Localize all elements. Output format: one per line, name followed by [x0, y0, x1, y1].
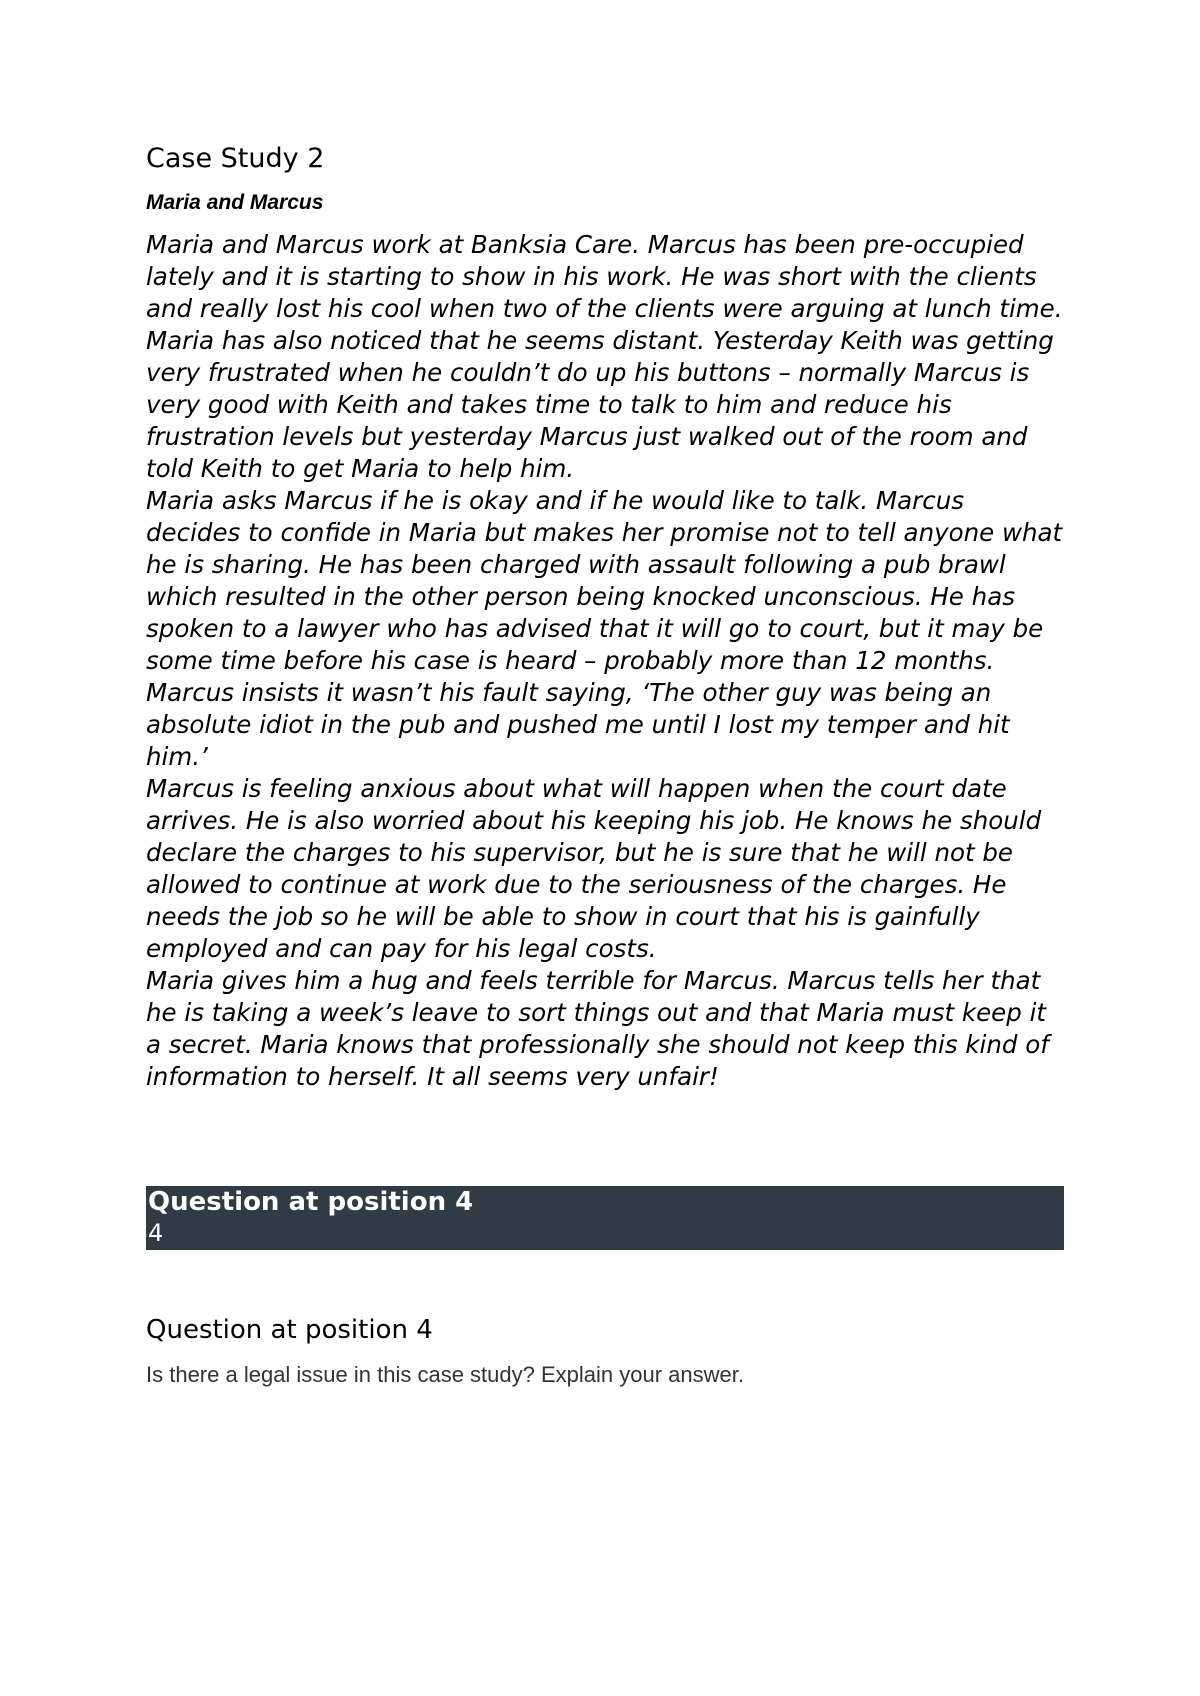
case-study-subtitle: Maria and Marcus: [146, 191, 324, 214]
case-paragraph-3: Marcus is feeling anxious about what will happen when the court date arrives. He is also worried about his keeping his job. He knows he should declare the charges to his supervisor, but he is sure that he will not be allowed to continue at work due to the seriousness of the charges. He needs the job so he will be able to show in court that his is gainfully employed and can pay for his legal costs.: [146, 774, 1042, 963]
case-paragraph-2: Maria asks Marcus if he is okay and if he would like to talk. Marcus decides to confide in Maria but makes her promise not to tell anyone what he is sharing. He has been charged with assault following a pub brawl which resulted in the other person being knocked unconscious. He has spoken to a lawyer who has advised that it will go to court, but it may be some time before his case is heard – probably more than 12 months. Marcus insists it wasn’t his fault saying, ‘The other guy was being an absolute idiot in the pub and pushed me until I lost my temper and hit him.’: [146, 486, 1063, 771]
question-prompt: Is there a legal issue in this case study? Explain your answer.: [146, 1362, 744, 1387]
case-study-title: Case Study 2: [146, 143, 325, 174]
question-heading: Question at position 4: [146, 1315, 433, 1345]
question-banner: [146, 1186, 1064, 1250]
question-banner-number: 4: [148, 1219, 164, 1247]
case-study-body: [146, 229, 1066, 1093]
question-banner-title: Question at position 4: [148, 1187, 474, 1217]
case-paragraph-1: Maria and Marcus work at Banksia Care. Marcus has been pre-occupied lately and it is starting to show in his work. He was short with the clients and really lost his cool when two of the clients were arguing at lunch time. Maria has also noticed that he seems distant. Yesterday Keith was getting very frustrated when he couldn’t do up his buttons – normally Marcus is very good with Keith and takes time to talk to him and reduce his frustration levels but yesterday Marcus just walked out of the room and told Keith to get Maria to help him.: [146, 230, 1063, 483]
case-paragraph-4: Maria gives him a hug and feels terrible for Marcus. Marcus tells her that he is taking a week’s leave to sort things out and that Maria must keep it a secret. Maria knows that professionally she should not keep this kind of information to herself. It all seems very unfair!: [146, 966, 1049, 1091]
